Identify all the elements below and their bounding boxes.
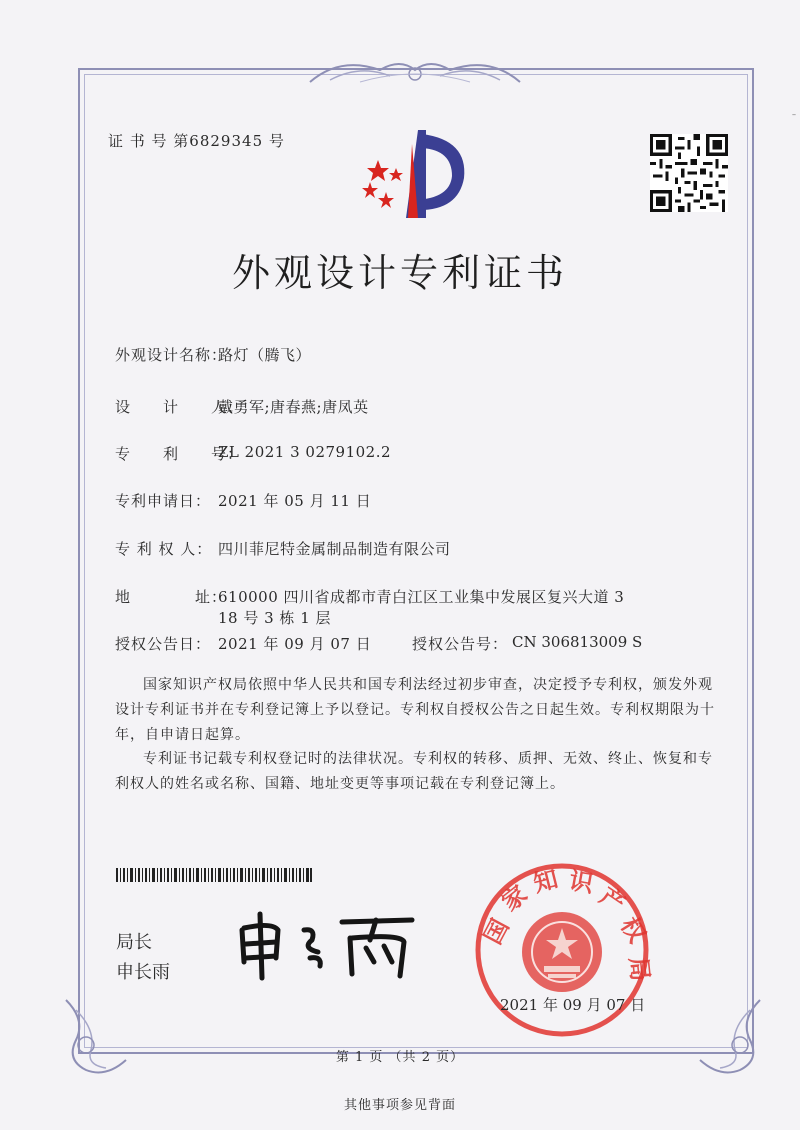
design-name-value: 路灯（腾飞） [218,346,312,364]
para1-line3: 年，自申请日起算。 [115,727,250,743]
designers-label: 设 计 人： [115,398,244,416]
svg-text:识: 识 [566,866,596,899]
signatory-name: 申长雨 [116,962,170,983]
handwritten-signature [232,900,432,980]
footer-note: 其他事项参见背面 [343,1098,456,1113]
edge-mark: – [792,110,796,119]
patent-number-label: 专 利 号： [115,445,244,463]
svg-text:家: 家 [496,879,533,917]
para2-line1: 专利证书记载专利权登记时的法律状况。专利权的转移、质押、无效、终止、恢复和专 [143,751,713,767]
grant-pub-no-value: CN 306813009 S [512,633,643,651]
filing-date-label: 专利申请日： [115,492,212,510]
para1-line1: 国家知识产权局依照中华人民共和国专利法经过初步审查，决定授予专利权，颁发外观 [143,677,713,693]
signatory-title: 局长 [116,932,152,953]
address-value-line2: 18 号 3 栋 1 层 [218,609,332,627]
body-paragraph-2 [115,747,715,797]
svg-text:国: 国 [478,914,515,949]
svg-text:局: 局 [624,955,655,983]
address-value-line1: 610000 四川省成都市青白江区工业集中发展区复兴大道 3 [218,588,625,606]
seal-date: 2021 年 09 月 07 日 [500,996,646,1014]
svg-text:产: 产 [594,881,631,919]
patentee-label: 专 利 权 人： [115,540,213,558]
barcode-icon [116,868,312,882]
certificate-number: 证 书 号 第6829345 号 [108,132,285,150]
svg-text:权: 权 [614,912,652,948]
body-paragraph-1 [115,673,715,748]
patent-number-value: ZL 2021 3 0279102.2 [218,443,392,461]
para2-line2: 利权人的姓名或名称、国籍、地址变更等事项记载在专利登记簿上。 [115,776,565,792]
qr-code-icon [650,134,728,212]
bottom-right-ornament [690,990,770,1080]
designers-value: 戴勇军;唐春燕;唐凤英 [218,398,369,416]
address-label: 地 址： [115,588,228,606]
page-number: 第 1 页 （共 2 页） [335,1050,465,1065]
design-name-label: 外观设计名称： [115,346,228,364]
filing-date-value: 2021 年 05 月 11 日 [218,492,372,510]
document-title: 外观设计专利证书 [231,251,568,295]
grant-pub-no-label: 授权公告号： [412,635,509,653]
cnipa-logo-icon [356,120,476,230]
patentee-value: 四川菲尼特金属制品制造有限公司 [218,540,451,558]
top-ornament [300,52,530,88]
svg-text:知: 知 [530,864,561,898]
para1-line2: 设计专利证书并在专利登记簿上予以登记。专利权自授权公告之日起生效。专利权期限为十 [115,702,715,718]
bottom-left-ornament [56,990,136,1080]
grant-date-label: 授权公告日： [115,635,212,653]
grant-date-value: 2021 年 09 月 07 日 [218,635,372,653]
